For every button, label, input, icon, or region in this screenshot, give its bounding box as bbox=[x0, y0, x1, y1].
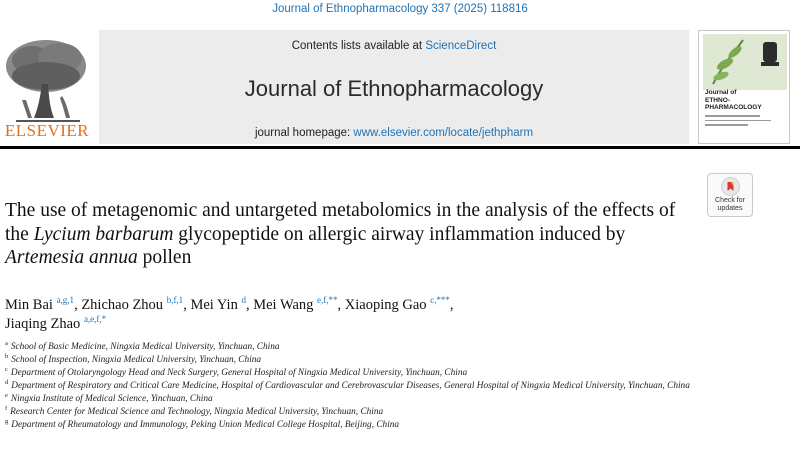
author-name[interactable]: Zhichao Zhou bbox=[81, 297, 167, 313]
affiliation-text: School of Inspection, Ningxia Medical University, Yinchuan, China bbox=[11, 355, 262, 365]
cover-title: Journal of ETHNO- PHARMACOLOGY bbox=[705, 89, 762, 111]
contents-line bbox=[99, 40, 689, 52]
affiliation-text: Research Center for Medical Science and Technology, Ningxia Medical University, Yinchuan, China bbox=[10, 407, 384, 417]
affiliation-key: b bbox=[5, 353, 9, 360]
affiliation-item bbox=[5, 393, 705, 406]
affiliation-item bbox=[5, 354, 705, 367]
affiliation-key: f bbox=[5, 405, 8, 412]
affiliation-item bbox=[5, 380, 705, 393]
author-affiliation-marker[interactable]: b,f,1 bbox=[166, 295, 184, 305]
journal-homepage-link[interactable]: www.elsevier.com/locate/jethpharm bbox=[353, 127, 534, 139]
homepage-prefix: journal homepage: bbox=[254, 127, 354, 139]
affiliation-key: e bbox=[5, 392, 8, 399]
author-affiliation-marker[interactable]: c,*** bbox=[430, 295, 450, 305]
bookmark-icon bbox=[721, 177, 740, 196]
sciencedirect-link[interactable]: ScienceDirect bbox=[425, 40, 497, 52]
author-separator: , bbox=[183, 297, 191, 313]
affiliation-text: Ningxia Institute of Medical Science, Yinchuan, China bbox=[10, 394, 213, 404]
journal-citation[interactable]: Journal of Ethnopharmacology 337 (2025) 118816 bbox=[272, 3, 528, 15]
author-separator: , bbox=[245, 297, 254, 313]
journal-cover-thumbnail[interactable] bbox=[698, 30, 790, 144]
affiliation-key: g bbox=[5, 418, 9, 425]
cover-text-lines bbox=[705, 115, 783, 129]
journal-name: Journal of Ethnopharmacology bbox=[244, 76, 544, 101]
title-species-2: Artemesia annua bbox=[5, 247, 138, 268]
check-for-updates-label: Check for updates bbox=[715, 197, 745, 212]
article-title: The use of metagenomic and untargeted metabolomics in the analysis of the effects of the Lycium barbarum glycopeptide on allergic airway inflammation induced by Artemesia annua pollen bbox=[5, 200, 676, 268]
author-name[interactable]: Min Bai bbox=[5, 297, 57, 313]
author-affiliation-marker[interactable]: d bbox=[241, 295, 246, 305]
affiliation-text: Department of Respiratory and Critical Care Medicine, Hospital of Cardiovascular and Cerebrovascular Diseases, General Hospital of Ningxia Medical University, Yinchuan, China bbox=[11, 381, 690, 391]
homepage-line bbox=[99, 127, 689, 139]
author-affiliation-marker[interactable]: e,f,** bbox=[317, 295, 338, 305]
affiliation-item bbox=[5, 367, 705, 380]
author-separator: , bbox=[449, 297, 454, 313]
contents-prefix: Contents lists available at bbox=[291, 40, 426, 52]
affiliation-text: School of Basic Medicine, Ningxia Medical University, Yinchuan, China bbox=[10, 342, 280, 352]
author-affiliation-marker[interactable]: a,e,f,* bbox=[83, 313, 107, 324]
cover-illustration bbox=[703, 34, 787, 90]
affiliation-key: d bbox=[5, 379, 9, 386]
author-name[interactable]: Mei Yin bbox=[190, 297, 242, 313]
author-list bbox=[5, 296, 705, 333]
check-for-updates-button[interactable] bbox=[707, 173, 753, 217]
affiliation-item bbox=[5, 406, 705, 419]
title-species-1: Lycium barbarum bbox=[33, 223, 174, 245]
affiliation-list bbox=[5, 341, 705, 432]
author-separator: , bbox=[74, 297, 82, 313]
header-divider bbox=[0, 146, 800, 149]
affiliation-item bbox=[5, 341, 705, 354]
affiliation-key: a bbox=[5, 340, 8, 347]
affiliation-text: Department of Rheumatology and Immunology, Peking Union Medical College Hospital, Beijing, China bbox=[11, 420, 400, 430]
author-name[interactable]: Xiaoping Gao bbox=[344, 297, 431, 313]
cover-plant-icon bbox=[703, 34, 787, 90]
affiliation-item bbox=[5, 419, 705, 432]
affiliation-key: c bbox=[5, 366, 8, 373]
publisher-wordmark: ELSEVIER bbox=[4, 121, 90, 140]
author-name[interactable]: Mei Wang bbox=[253, 297, 318, 313]
author-affiliation-marker[interactable]: a,g,1 bbox=[56, 295, 75, 305]
author-name[interactable]: Jiaqing Zhao bbox=[5, 315, 84, 332]
journal-header bbox=[99, 30, 689, 144]
affiliation-text: Department of Otolaryngology Head and Neck Surgery, General Hospital of Ningxia Medical University, Yinchuan, China bbox=[10, 368, 468, 378]
author-separator: , bbox=[337, 297, 345, 313]
